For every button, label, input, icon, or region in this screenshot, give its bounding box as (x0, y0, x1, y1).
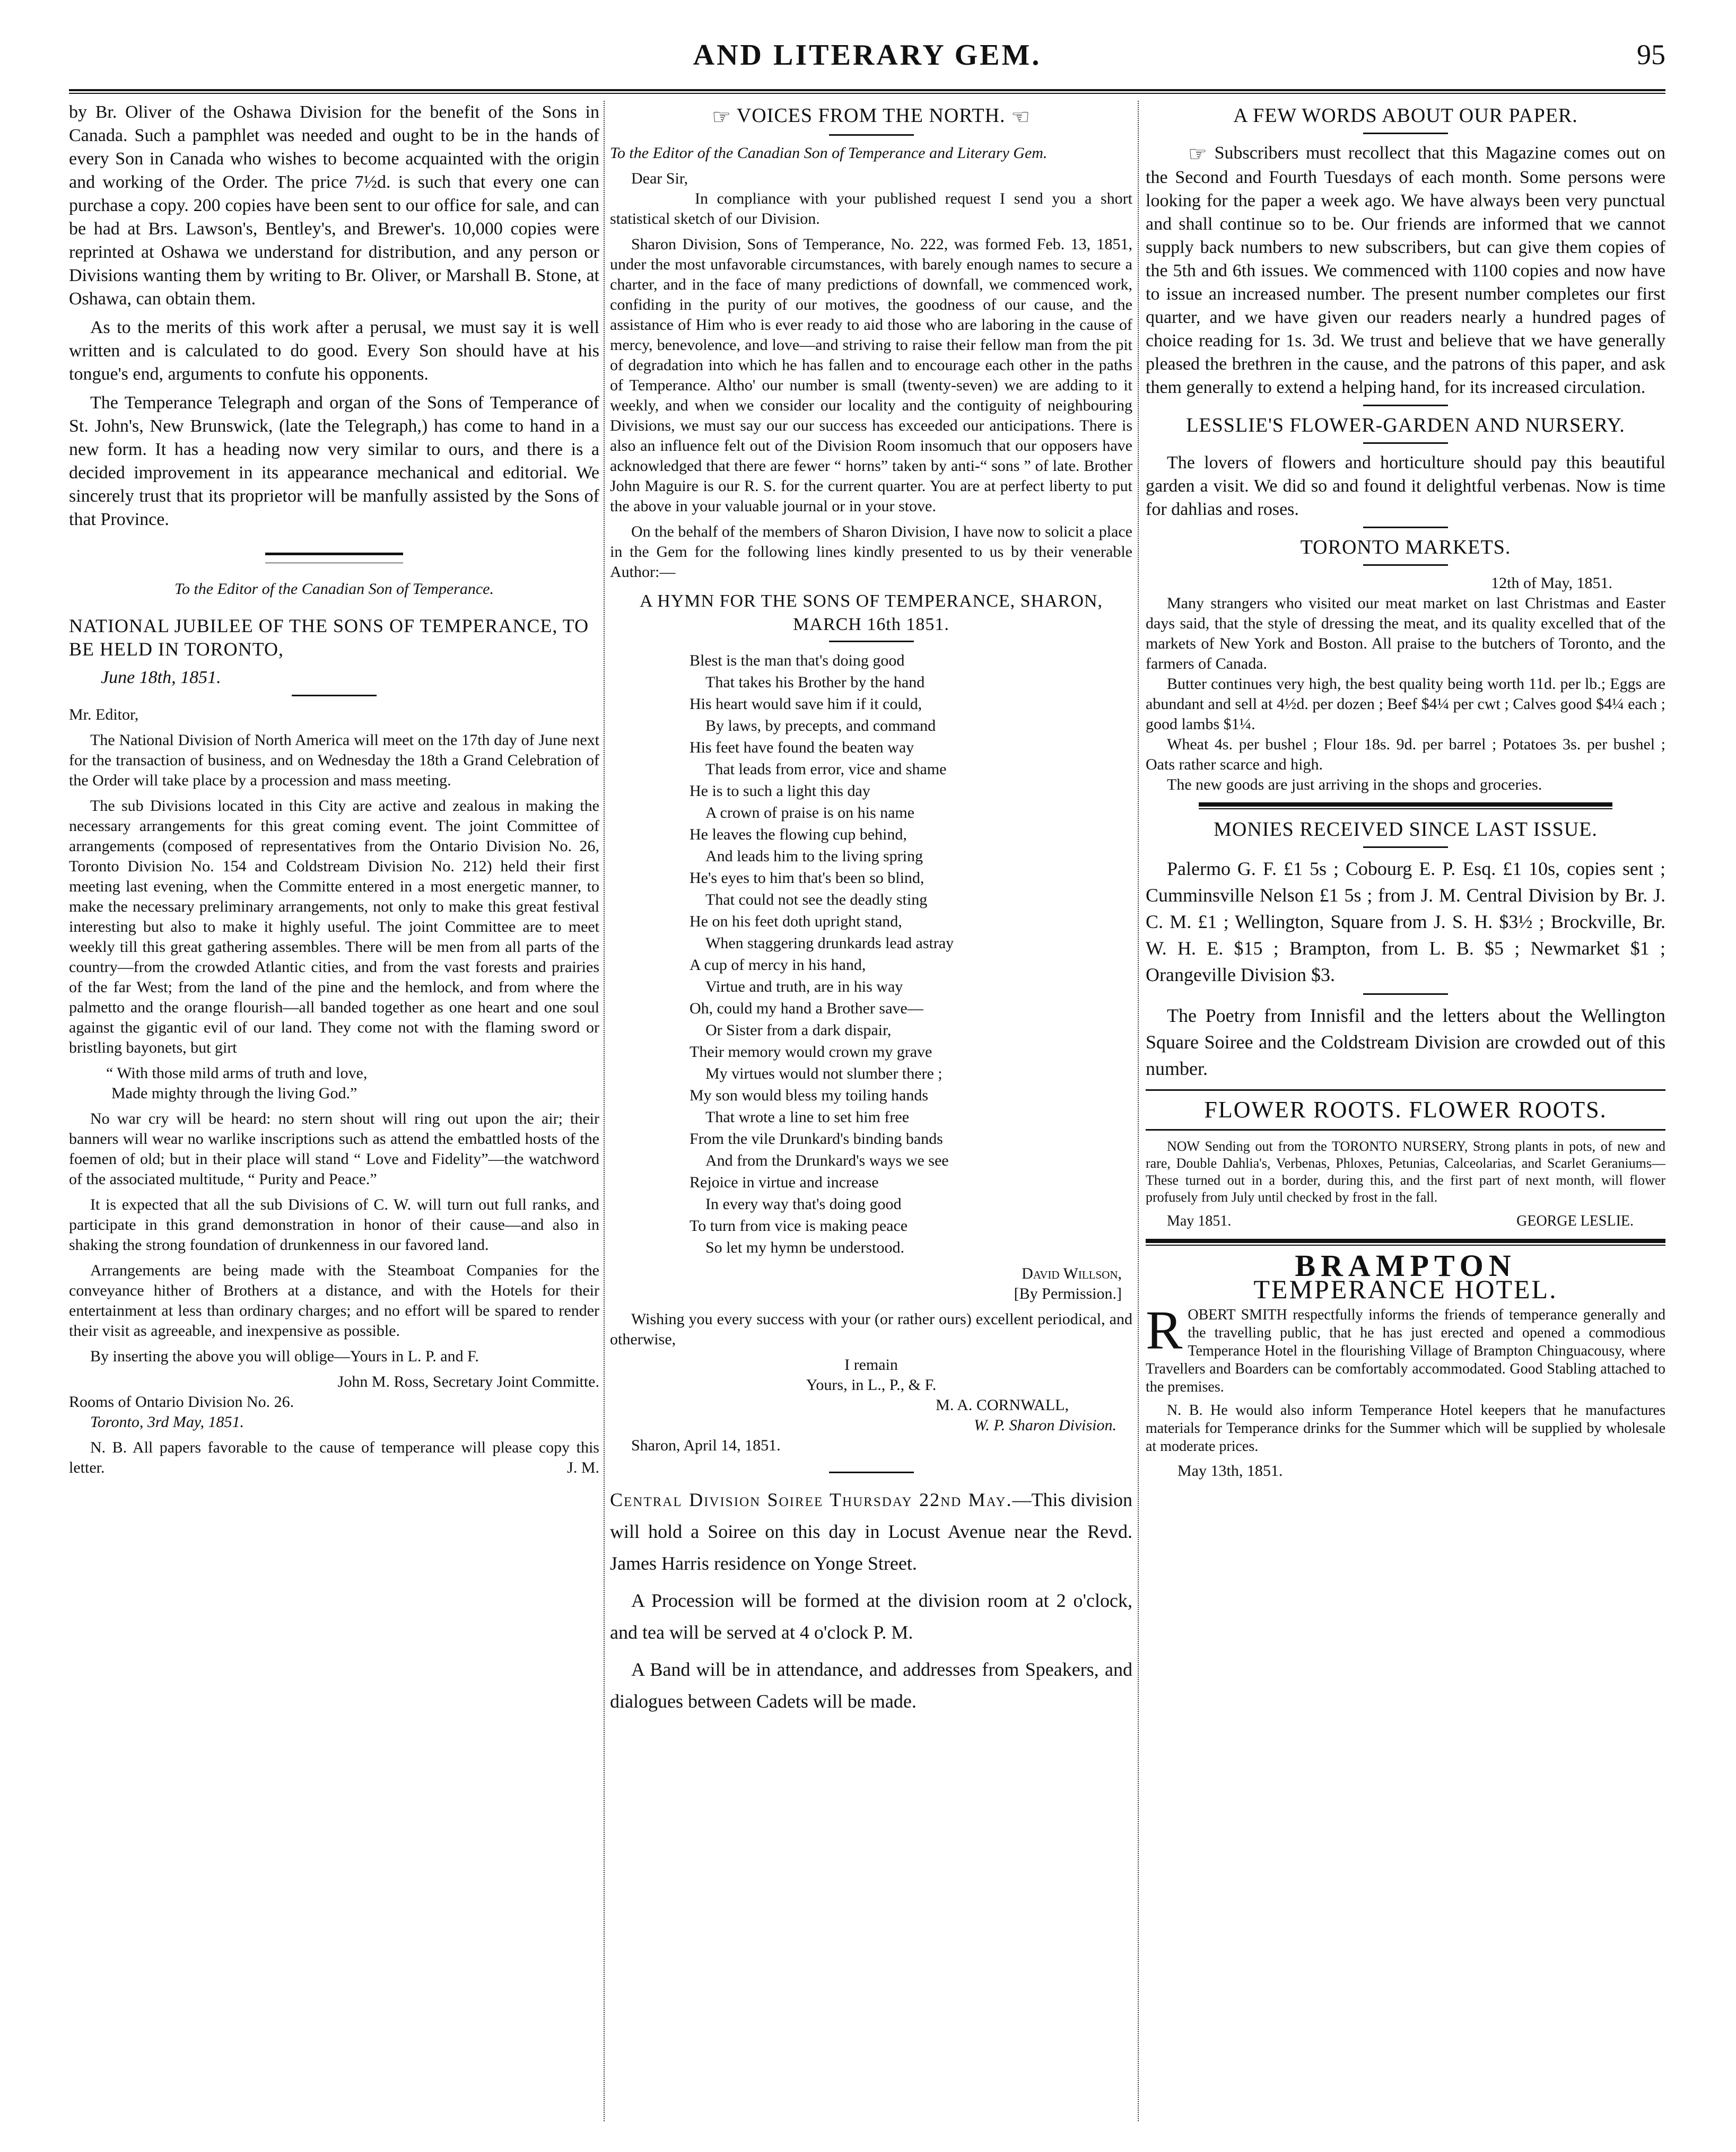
header-rule (69, 89, 1665, 94)
pointing-hand-icon: ☞ (712, 105, 731, 129)
hotel-paragraph (1146, 1300, 1665, 1396)
letter-addressee: To the Editor of the Canadian Son of Temperance. (175, 580, 494, 598)
jubilee-date: June 18th, 1851. (101, 668, 221, 687)
section-rule (1363, 564, 1448, 566)
advertisement-signature: GEORGE LESLIE. (1516, 1213, 1634, 1230)
column-right (1146, 101, 1665, 2132)
hymn-line: Or Sister from a dark dispair, (705, 1021, 892, 1039)
running-title: AND LITERARY GEM. (693, 39, 1042, 72)
article-paragraph: Wishing you every success with your (or rather ours) excellent periodical, and otherwise, (610, 1310, 1132, 1349)
article-paragraph: Sharon Division, Sons of Temperance, No. 222, was formed Feb. 13, 1851, under the most unfavorable circumstances, with barely enough names to secure a charter, and in the face of many predictions of downfall, we commenced work, confiding in the purity of our motives, the goodness of our cause, and the assistance of Him who is ever ready to aid those who are laboring in the cause of mercy, benevolence, and love—and striving to raise their fellow man from the pit of degradation into which he has fallen and to encourage each other in the paths of Temperance. Altho' our number is small (twenty-seven) we are adding to it weekly, and when we consider our locality and the contiguity of neighbouring Divisions, we must say our our success has exceeded our anticipations. There is also an influence felt out of the Division Room insomuch that our opposers have acknowledged that there are fewer “ horns” taken by anti-“ sons ” of late. Brother John Maguire is our R. S. for the current quarter. You are at perfect liberty to put the above in your valuable journal or in your stove. (610, 235, 1132, 515)
jubilee-title: NATIONAL JUBILEE OF THE SONS OF TEMPERANCE, TO BE HELD IN TORONTO, (69, 615, 589, 660)
section-rule (292, 695, 377, 696)
article-paragraph: The lovers of flowers and horticulture should pay this beautiful garden a visit. We did so and found it delightful verbenas. Now is time for dahlias and roses. (1146, 453, 1665, 520)
markets-heading: TORONTO MARKETS. (1300, 536, 1511, 559)
section-rule (1363, 405, 1448, 406)
article-paragraph: by Br. Oliver of the Oshawa Division for the benefit of the Sons in Canada. Such a pamphlet was needed and ought to be in the hands of every Son in Canada who wishes to become acquainted with the origin and working of the Order. The price 7½d. is such that every one can purchase a copy. 200 copies have been sent to our office for sale, and can be had at Brs. Lawson's, Bentley's, and Brewer's. 10,000 copies were reprinted at Oshawa we understand for distribution, and any person or Divisions wanting them by writing to Br. Oliver, or Marshall B. Stone, at Oshawa, can obtain them. (69, 102, 599, 309)
hymn-line: That wrote a line to set him free (705, 1108, 910, 1126)
hymn-line: His heart would save him if it could, (690, 695, 922, 713)
hymn-line: A crown of praise is on his name (705, 804, 915, 822)
section-rule (1363, 133, 1448, 134)
hymn-line: To turn from vice is making peace (690, 1217, 908, 1235)
article-paragraph: Palermo G. F. £1 5s ; Cobourg E. P. Esq. £1 10s, copies sent ; Cumminsville Nelson £1 5s ; from J. M. Central Division by Br. J. C. M. £1 ; Wellington, Square from J. S. H. $3½ ; Brockville, Br. W. H. E. $15 ; Brampton, from L. B. $5 ; Newmarket $1 ; Orangeville Division $3. (1146, 858, 1665, 986)
section-rule (829, 1472, 914, 1473)
pointing-hand-icon: ☞ (1188, 142, 1207, 167)
signature-date: Toronto, 3rd May, 1851. (90, 1413, 245, 1431)
paper-heading: A FEW WORDS ABOUT OUR PAPER. (1233, 104, 1578, 127)
article-paragraph: As to the merits of this work after a perusal, we must say it is well written and is calculated to do good. Every Son should have at his tongue's end, arguments to confute his opponents. (69, 318, 599, 384)
letter-salutation: Dear Sir, (631, 170, 688, 188)
hymn-line: My virtues would not slumber there ; (705, 1065, 943, 1083)
article-paragraph: On the behalf of the members of Sharon Division, I have now to solicit a place in the Gem for the following lines kindly presented to us by their venerable Author:— (610, 523, 1132, 581)
soiree-lead: Central Division Soiree Thursday 22nd May. (610, 1489, 1013, 1511)
hymn-line: And leads him to the living spring (705, 847, 923, 865)
hymn-line: And from the Drunkard's ways we see (705, 1152, 949, 1170)
article-paragraph (1146, 142, 1665, 399)
page-number: 95 (1637, 39, 1665, 71)
section-rule (1363, 527, 1448, 528)
article-paragraph: In compliance with your published request I send you a short statistical sketch of our Division. (610, 190, 1132, 228)
hymn-line: He is to such a light this day (690, 782, 870, 800)
hymn-line: So let my hymn be understood. (705, 1239, 904, 1257)
column-divider (1138, 101, 1139, 2121)
hotel-subheading: TEMPERANCE HOTEL. (1253, 1274, 1558, 1305)
nota-bene (69, 1438, 599, 1478)
section-rule (1363, 442, 1448, 444)
hymn-line: Oh, could my hand a Brother save— (690, 1000, 923, 1018)
hymn-line: Blest is the man that's doing good (690, 652, 905, 670)
running-head (69, 38, 1665, 85)
hymn-line: That leads from error, vice and shame (705, 760, 947, 778)
hymn-line: He leaves the flowing cup behind, (690, 826, 907, 844)
advertisement-text: NOW Sending out from the TORONTO NURSERY, Strong plants in pots, of new and rare, Double Dahlia's, Verbenas, Phloxes, Petunias, Calceolarias, and Scarlet Geraniums—These turned out in a border, during this, and the first part of next month, will flower profusely from July until checked by frost in the fall. (1146, 1139, 1665, 1205)
hymn-author: David Willson, (1022, 1265, 1122, 1283)
section-rule (829, 641, 914, 642)
voices-title: VOICES FROM THE NORTH. (736, 104, 1006, 127)
article-paragraph: Butter continues very high, the best quality being worth 11d. per lb.; Eggs are abundant and sell at 4½d. per dozen ; Beef $4¼ per cwt ; Calves good $4¼ each ; good lambs $1¼. (1146, 675, 1665, 733)
nota-bene-signature: J. M. (567, 1459, 599, 1476)
garden-heading: LESSLIE'S FLOWER-GARDEN AND NURSERY. (1186, 414, 1625, 437)
hotel-date: May 13th, 1851. (1177, 1462, 1283, 1480)
article-paragraph: Many strangers who visited our meat market on last Christmas and Easter days said, that the style of dressing the meat, and its quality excelled that of the markets of New York and Boston. All praise to the butchers of Toronto, and the farmers of Canada. (1146, 594, 1665, 673)
column-divider (604, 101, 605, 2121)
signature-title: W. P. Sharon Division. (974, 1416, 1116, 1434)
hymn-line: Rejoice in virtue and increase (690, 1174, 879, 1192)
soiree-paragraph (610, 1484, 1132, 1579)
article-paragraph: Wheat 4s. per bushel ; Flour 18s. 9d. per barrel ; Potatoes 3s. per bushel ; Oats rather scarce and high. (1146, 736, 1665, 774)
hymn-line: His feet have found the beaten way (690, 739, 914, 757)
article-paragraph: The sub Divisions located in this City are active and zealous in making the necessary arrangements for this great coming event. The joint Committee of arrangements (composed of representatives from the Ontario Division No. 26, Toronto Division No. 154 and Coldstream Division No. 212) held their first meeting last evening, when the Committe entered in a most energetic manner, to make the necessary preliminary arrangements, not only to make this great festival interesting but also to make it highly useful. The joint Committee are to meet weekly till this great gathering assembles. There will be men from all parts of the country—from the crowded Atlantic cities, and from the vast forests and prairies of the far West; from the land of the pine and the hemlock, and from where the palmetto and the orange flourish—all banded together as one heart and one soul against the gigantic evil of our land. They come not with the flaming sword or bristling bayonets, but girt (69, 797, 599, 1056)
signature: M. A. CORNWALL, (936, 1396, 1069, 1414)
section-rule (829, 134, 914, 136)
voices-heading (610, 104, 1132, 129)
article-paragraph: The Poetry from Innisfil and the letters about the Wellington Square Soiree and the Coldstream Division are crowded out of this number. (1146, 1005, 1665, 1080)
letter-addressee: To the Editor of the Canadian Son of Temperance and Literary Gem. (610, 144, 1048, 162)
signature-date: Sharon, April 14, 1851. (631, 1437, 781, 1455)
drop-capital: R (1146, 1300, 1183, 1361)
hymn-line: By laws, by precepts, and command (705, 717, 936, 735)
hymn-line: He on his feet doth upright stand, (690, 913, 902, 931)
hymn-line: That could not see the deadly sting (705, 891, 928, 909)
verse-quote: Made mighty through the living God.” (111, 1084, 357, 1102)
section-rule (1146, 1239, 1665, 1246)
hymn-line: Virtue and truth, are in his way (705, 978, 903, 996)
article-paragraph: It is expected that all the sub Divisions of C. W. will turn out full ranks, and participate in this grand demonstration in honor of their cause—and also in shaking the strong foundation of drunkenness in our favored land. (69, 1196, 599, 1254)
section-rule (1199, 802, 1612, 809)
advertisement-date: May 1851. (1167, 1213, 1232, 1230)
paper-text: Subscribers must recollect that this Magazine comes out on the Second and Fourth Tuesdays of each month. Some persons were looking for the paper a week ago. We have always been very punctual and shall continue so to be. Our friends are informed that we cannot supply back numbers to new subscribers, but can give them copies of the 5th and 6th issues. We commenced with 1100 copies and now have to issue an increased number. The present number completes our first quarter, and we have given our readers nearly a hundred pages of choice reading for 1s. 3d. We trust and believe that we have generally pleased the brethren in the cause, and the patrons of this paper, and ask them generally to extend a helping hand, for its increased circulation. (1146, 143, 1665, 398)
roots-heading: FLOWER ROOTS. FLOWER ROOTS. (1204, 1097, 1607, 1123)
hymn-line: He's eyes to him that's been so blind, (690, 869, 924, 887)
nota-bene-text: N. B. All papers favorable to the cause of temperance will please copy this letter. (69, 1439, 599, 1476)
signature-location: Rooms of Ontario Division No. 26. (69, 1393, 294, 1411)
article-paragraph: Arrangements are being made with the Steamboat Companies for the conveyance hither of Brothers at a distance, and with the Hotels for their entertainment at less than ordinary charges; and no effort will be spared to render their visit as agreeable, and inexpensive as possible. (69, 1262, 599, 1340)
article-paragraph: The Temperance Telegraph and organ of the Sons of Temperance of St. John's, New Brunswick, (late the Telegraph,) has come to hand in a new form. It has a heading now very similar to ours, and there is a decided improvement in its appearance mechanical and editorial. We sincerely trust that its proprietor will be manfully assisted by the Sons of that Province. (69, 393, 599, 529)
article-paragraph: The new goods are just arriving in the shops and groceries. (1167, 776, 1542, 794)
permission-note: [By Permission.] (1014, 1285, 1122, 1303)
signature: John M. Ross, Secretary Joint Committe. (337, 1373, 599, 1390)
section-ornament (265, 553, 403, 563)
hymn-verse (690, 650, 1132, 1258)
hymn-title: A HYMN FOR THE SONS OF TEMPERANCE, SHARON, MARCH 16th 1851. (640, 591, 1103, 635)
hotel-heading: BRAMPTON (1295, 1248, 1516, 1283)
article-paragraph: No war cry will be heard: no stern shout will ring out upon the air; their banners will wear no warlike inscriptions such as attend the embattled hosts of the foemen of old; but in their place will stand “ Love and Fidelity”—the watchword of the associated multitude, “ Purity and Peace.” (69, 1110, 599, 1188)
hymn-line: Their memory would crown my grave (690, 1043, 932, 1061)
soiree-text: —This division will hold a Soiree on this day in Locust Avenue near the Revd. James Harris residence on Yonge Street. (610, 1489, 1132, 1574)
column-left (69, 101, 599, 2132)
hotel-text: OBERT SMITH respectfully informs the friends of temperance generally and the travelling public, that he has just erected and opened a commodious Temperance Hotel in the flourishing Village of Brampton Chinguacousy, where Travellers and Boarders can be comfortably accommodated. Good Stabling attached to the premises. (1146, 1307, 1665, 1396)
closing: Yours, in L., P., & F. (806, 1376, 937, 1394)
section-rule (1363, 993, 1448, 995)
hymn-line: A cup of mercy in his hand, (690, 956, 866, 974)
letter-salutation: Mr. Editor, (69, 706, 139, 723)
markets-date: 12th of May, 1851. (1491, 574, 1612, 592)
pointing-hand-left-icon: ☜ (1011, 105, 1031, 129)
hymn-line: In every way that's doing good (705, 1195, 902, 1213)
soiree-paragraph: A Procession will be formed at the division room at 2 o'clock, and tea will be served at 4 o'clock P. M. (610, 1590, 1132, 1643)
hymn-line: When staggering drunkards lead astray (705, 934, 954, 952)
section-rule (1146, 1089, 1665, 1091)
hymn-line: My son would bless my toiling hands (690, 1087, 929, 1105)
article-paragraph: By inserting the above you will oblige—Yours in L. P. and F. (90, 1348, 479, 1365)
hymn-line: From the vile Drunkard's binding bands (690, 1130, 943, 1148)
hymn-line: That takes his Brother by the hand (705, 673, 925, 692)
hotel-paragraph: N. B. He would also inform Temperance Hotel keepers that he manufactures materials for Temperance drinks for the Summer which will be supplied by wholesale at moderate prices. (1146, 1402, 1665, 1455)
advertisement-footer (1146, 1211, 1665, 1231)
section-rule (1363, 846, 1448, 848)
column-middle (610, 101, 1132, 2132)
closing: I remain (844, 1356, 898, 1374)
soiree-paragraph: A Band will be in attendance, and addresses from Speakers, and dialogues between Cadets will be made. (610, 1659, 1132, 1712)
monies-heading: MONIES RECEIVED SINCE LAST ISSUE. (1214, 818, 1598, 841)
article-paragraph: The National Division of North America will meet on the 17th day of June next for the transaction of business, and on Wednesday the 18th a Grand Celebration of the Order will take place by a procession and mass meeting. (69, 731, 599, 789)
verse-quote: “ With those mild arms of truth and love, (106, 1064, 368, 1082)
section-rule (1146, 1129, 1665, 1131)
